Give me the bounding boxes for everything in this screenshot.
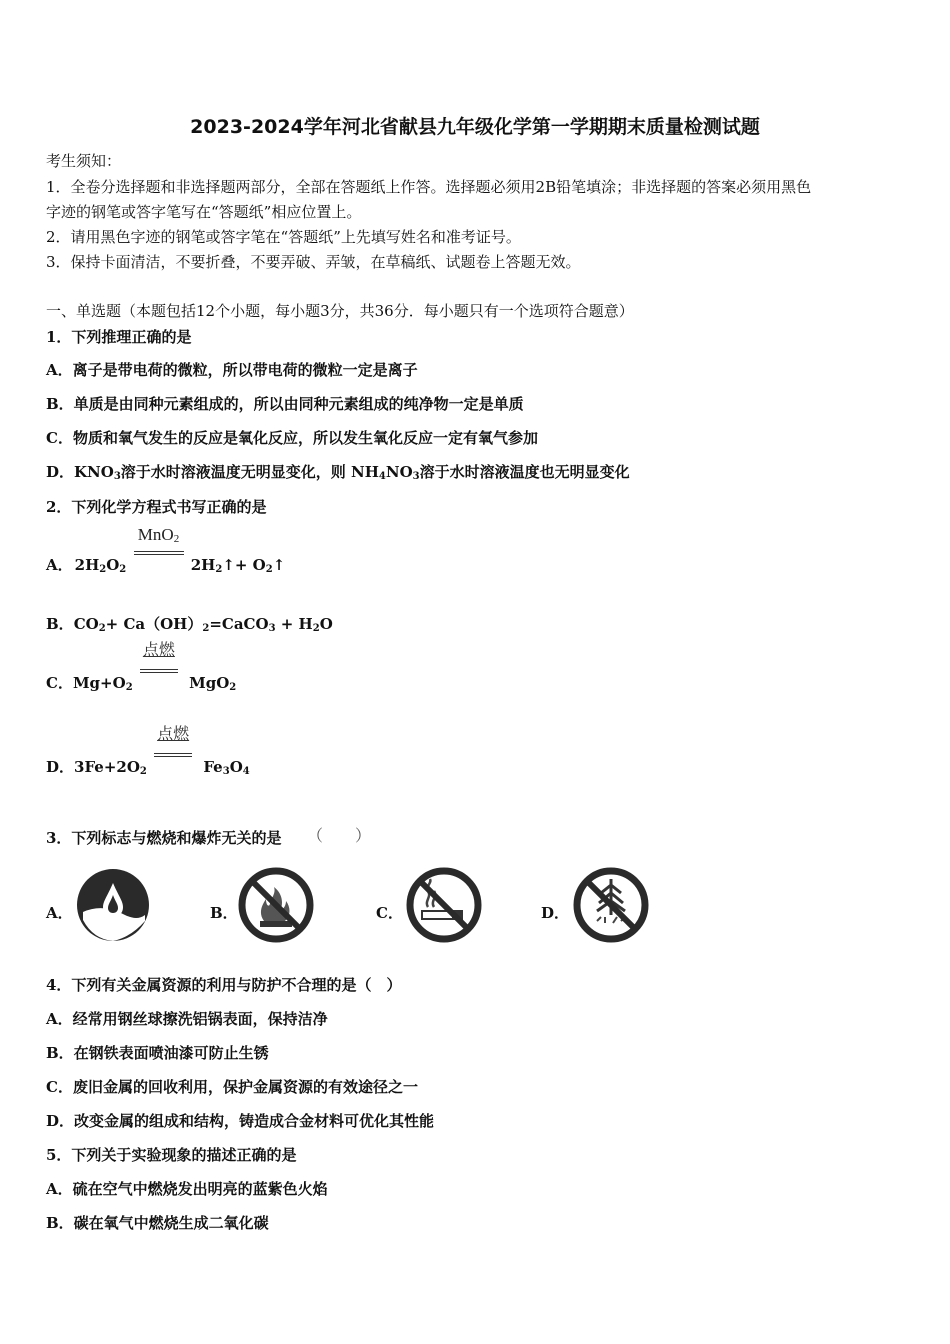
section-heading: 一、单选题（本题包括12个小题，每小题3分，共36分．每小题只有一个选项符合题意） — [46, 302, 634, 320]
q4-stem: 4．下列有关金属资源的利用与防护不合理的是（ ） — [46, 976, 402, 994]
no-fireworks-sign-icon — [571, 865, 651, 945]
q2-stem: 2．下列化学方程式书写正确的是 — [46, 498, 267, 516]
ignite-reaction-condition: 点燃 — [140, 673, 178, 693]
answer-parentheses: （ ） — [307, 826, 372, 845]
q4-option-a: A．经常用钢丝球擦洗铝锅表面，保持洁净 — [46, 1010, 328, 1028]
q4-option-b: B．在钢铁表面喷油漆可防止生锈 — [46, 1044, 269, 1062]
q3-option-b-label: B． — [210, 904, 238, 922]
mno2-reaction-condition: MnO$_2$ — [134, 555, 184, 575]
q3-option-c-label: C． — [376, 904, 403, 922]
q5-option-a: A．硫在空气中燃烧发出明亮的蓝紫色火焰 — [46, 1180, 328, 1198]
q1-option-d: D．$KNO_3$溶于水时溶液温度无明显变化，则 $NH_4NO_3$溶于水时溶液温度也无明显变化 — [46, 463, 630, 482]
notice-heading: 考生须知： — [46, 152, 122, 170]
q5-option-b: B．碳在氧气中燃烧生成二氧化碳 — [46, 1214, 269, 1232]
q1-option-c: C．物质和氧气发生的反应是氧化反应，所以发生氧化反应一定有氧气参加 — [46, 429, 538, 447]
notice-item-1: 1．全卷分选择题和非选择题两部分，全部在答题纸上作答。选择题必须用2B铅笔填涂；非选择题的答案必须用黑色 — [46, 178, 812, 196]
q1-stem: 1．下列推理正确的是 — [46, 328, 192, 346]
no-smoking-sign-icon — [404, 865, 484, 945]
q3-option-a-label: A． — [46, 904, 73, 922]
q3-stem: 3．下列标志与燃烧和爆炸无关的是 — [46, 829, 282, 847]
page-title: 2023-2024学年河北省献县九年级化学第一学期期末质量检测试题 — [190, 116, 760, 138]
notice-item-3: 3．保持卡面清洁，不要折叠，不要弄破、弄皱，在草稿纸、试题卷上答题无效。 — [46, 253, 581, 271]
q3-option-d-label: D． — [541, 904, 570, 922]
q1-option-a: A．离子是带电荷的微粒，所以带电荷的微粒一定是离子 — [46, 361, 418, 379]
q2-option-c: C．$Mg+O_2$ 点燃 MgO$_2$ — [46, 640, 237, 693]
q4-option-d: D．改变金属的组成和结构，铸造成合金材料可优化其性能 — [46, 1112, 435, 1130]
ignite-reaction-condition: 点燃 — [154, 757, 192, 777]
q2-option-b: B．$CO_2+$ $Ca(OH)_2=CaCO_3 + H_2O$ — [46, 615, 333, 634]
notice-item-1-cont: 字迹的钢笔或答字笔写在“答题纸”相应位置上。 — [46, 203, 362, 221]
notice-item-2: 2．请用黑色字迹的钢笔或答字笔在“答题纸”上先填写姓名和准考证号。 — [46, 228, 521, 246]
no-open-flame-sign-icon — [236, 865, 316, 945]
q5-stem: 5．下列关于实验现象的描述正确的是 — [46, 1146, 297, 1164]
q4-option-c: C．废旧金属的回收利用，保护金属资源的有效途径之一 — [46, 1078, 418, 1096]
q2-option-a: A． $2H_2O_2$ MnO$_2$ $2H_2↑+$ $O_2↑$ — [46, 525, 286, 575]
q1-option-b: B．单质是由同种元素组成的，所以由同种元素组成的纯净物一定是单质 — [46, 395, 524, 413]
q2-option-d: D．$3Fe+2O_2$ 点燃 $Fe_3O_4$ — [46, 724, 250, 777]
water-drop-sign-icon — [73, 865, 153, 945]
